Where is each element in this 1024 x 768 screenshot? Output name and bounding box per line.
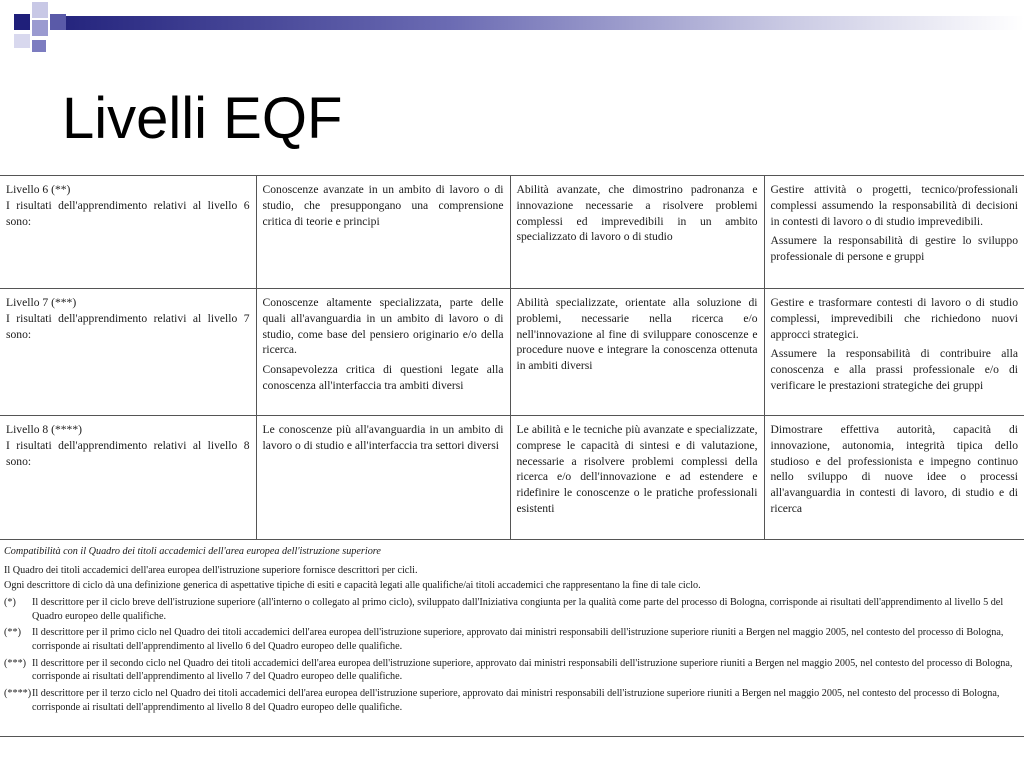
knowledge-text: Conoscenze altamente specializzata, parte delle quali all'avanguardia in un ambito di lavoro o di studio, come base del pensiero originario e/o della ricerca. bbox=[262, 296, 504, 357]
footnote-text: Il descrittore per il terzo ciclo nel Quadro dei titoli accademici dell'area europea dell'istruzione superiore, approvato dai ministri responsabili dell'istruzione superiore riuniti a Bergen nel maggio 2005, nel contesto del processo di Bologna, corrisponde ai risultati dell'apprendimento al livello 8 del Quadro europeo delle qualifiche. bbox=[32, 688, 1000, 713]
footnote-text: Il descrittore per il primo ciclo nel Quadro dei titoli accademici dell'area europea dell'istruzione superiore, approvato dai ministri responsabili dell'istruzione superiore riuniti a Bergen nel maggio 2005, nel contesto del processo di Bologna, corrisponde ai risultati dell'apprendimento al livello 6 del Quadro europeo delle qualifiche. bbox=[32, 627, 1004, 653]
knowledge-cell bbox=[256, 289, 510, 416]
footnote-mark: (*) bbox=[4, 597, 16, 609]
competence-cell bbox=[764, 176, 1024, 289]
competence-text: Gestire e trasformare contesti di lavoro o di studio complessi, imprevedibili che richiedono nuovi approcci strategici. bbox=[770, 296, 1018, 341]
skills-cell bbox=[510, 176, 764, 289]
header-square-medium bbox=[50, 14, 66, 30]
header-square-mid bbox=[32, 20, 48, 36]
notes-line: Il Quadro dei titoli accademici dell'area europea dell'istruzione superiore fornisce descrittori per cicli. bbox=[4, 564, 418, 576]
footnote-text: Il descrittore per il secondo ciclo nel Quadro dei titoli accademici dell'area europea dell'istruzione superiore, approvato dai ministri responsabili dell'istruzione superiore riuniti a Bergen nel maggio 2005, nel contesto del processo di Bologna, corrisponde ai risultati dell'apprendimento al livello 7 del Quadro europeo delle qualifiche. bbox=[32, 657, 1013, 683]
skills-text: Abilità avanzate, che dimostrino padronanza e innovazione necessarie a risolvere problemi complessi ed imprevedibili in un ambito specializzato di lavoro o di studio bbox=[516, 183, 758, 244]
footnotes-section bbox=[4, 545, 1018, 714]
level-cell bbox=[0, 176, 256, 289]
knowledge-cell bbox=[256, 176, 510, 289]
knowledge-text: Consapevolezza critica di questioni legate alla conoscenza all'interfaccia tra ambiti diversi bbox=[262, 363, 504, 392]
knowledge-text: Le conoscenze più all'avanguardia in un ambito di lavoro o di studio e all'interfaccia tra settori diversi bbox=[262, 423, 504, 452]
footnote-1 bbox=[4, 596, 1018, 623]
footnote-text: Il descrittore per il ciclo breve dell'istruzione superiore (all'interno o collegato al primo ciclo), sviluppato dall'Iniziativa congiunta per la qualità come parte del processo di Bologna, corrisponde ai risultati dell'apprendimento al livello 5 del Quadro europeo delle qualifiche. bbox=[32, 597, 1004, 622]
notes-heading: Compatibilità con il Quadro dei titoli accademici dell'area europea dell'istruzione superiore bbox=[4, 546, 381, 557]
header-gradient-bar bbox=[66, 16, 1024, 30]
skills-text: Abilità specializzate, orientate alla soluzione di problemi, necessarie nella ricerca e/o nell'innovazione al fine di sviluppare conoscenze e procedure nuove e integrare la conoscenza ottenuta in ambiti diversi bbox=[516, 296, 758, 373]
header-square-small bbox=[32, 40, 46, 52]
level-intro: I risultati dell'apprendimento relativi al livello 6 sono: bbox=[6, 198, 250, 228]
skills-cell bbox=[510, 416, 764, 540]
header-square-dark bbox=[14, 14, 30, 30]
table-row-level-7 bbox=[0, 289, 1024, 416]
level-cell bbox=[0, 416, 256, 540]
table-row-level-6 bbox=[0, 176, 1024, 289]
skills-text: Le abilità e le tecniche più avanzate e specializzate, comprese le capacità di sintesi e di valutazione, necessarie a risolvere problemi complessi della ricerca e/o dell'innovazione e ad estendere e ridefinire le conoscenze o le pratiche professionali esistenti bbox=[516, 423, 758, 515]
bottom-rule bbox=[0, 736, 1024, 737]
footnote-4 bbox=[4, 687, 1018, 714]
level-label: Livello 7 (***) bbox=[6, 296, 77, 309]
footnote-2 bbox=[4, 626, 1018, 653]
footnote-3 bbox=[4, 657, 1018, 684]
knowledge-cell bbox=[256, 416, 510, 540]
footnote-mark: (**) bbox=[4, 627, 21, 639]
competence-text: Assumere la responsabilità di contribuire alla conoscenza e alla prassi professionale e/o di verificare le prestazioni strategiche dei gruppi bbox=[770, 347, 1018, 392]
competence-text: Gestire attività o progetti, tecnico/professionali complessi assumendo la responsabilità di decisioni in contesti di lavoro o di studio imprevedibili. bbox=[770, 183, 1018, 228]
footnote-mark: (***) bbox=[4, 657, 27, 669]
header-square-pale bbox=[14, 34, 30, 48]
competence-text: Assumere la responsabilità di gestire lo sviluppo professionale di persone e gruppi bbox=[770, 234, 1018, 264]
level-label: Livello 8 (****) bbox=[6, 423, 82, 436]
competence-cell bbox=[764, 289, 1024, 416]
eqf-levels-table bbox=[0, 175, 1024, 540]
level-intro: I risultati dell'apprendimento relativi al livello 8 sono: bbox=[6, 438, 250, 468]
header-square-light bbox=[32, 2, 48, 18]
knowledge-text: Conoscenze avanzate in un ambito di lavoro o di studio, che presuppongano una comprensione critica di teorie e principi bbox=[262, 183, 504, 228]
competence-cell bbox=[764, 416, 1024, 540]
level-cell bbox=[0, 289, 256, 416]
level-intro: I risultati dell'apprendimento relativi al livello 7 sono: bbox=[6, 311, 250, 341]
skills-cell bbox=[510, 289, 764, 416]
table-row-level-8 bbox=[0, 416, 1024, 540]
notes-line: Ogni descrittore di ciclo dà una definizione generica di aspettative tipiche di esiti e capacità legati alle qualifiche/ai titoli accademici che rappresentano la fine di tale ciclo. bbox=[4, 580, 701, 592]
competence-text: Dimostrare effettiva autorità, capacità di innovazione, autonomia, integrità tipica dello studioso e del professionista e impegno continuo nello sviluppo di nuove idee o processi all'avanguardia in contesti di lavoro, di studio e di ricerca bbox=[770, 423, 1018, 515]
level-label: Livello 6 (**) bbox=[6, 183, 71, 196]
footnote-mark: (****) bbox=[4, 688, 32, 700]
slide-title: Livelli EQF bbox=[62, 86, 343, 151]
